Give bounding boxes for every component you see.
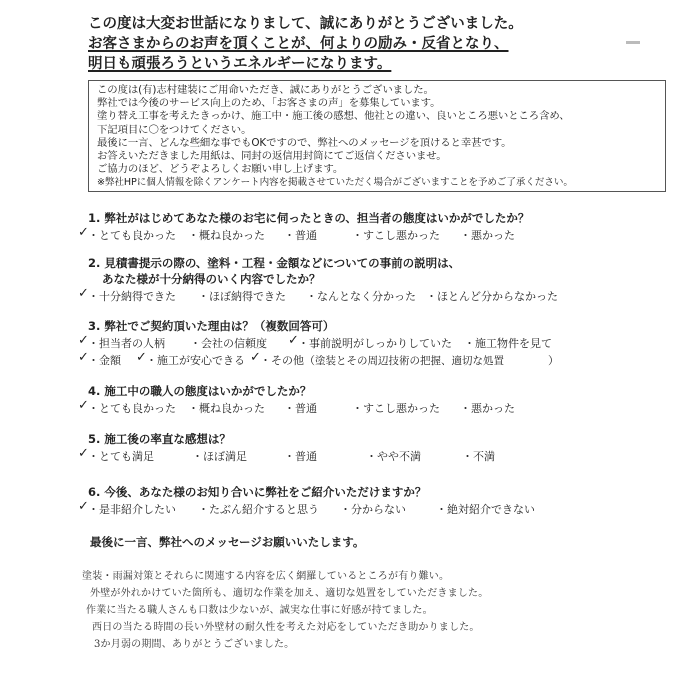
q3-option-company-trust[interactable]: ・会社の信頼度 — [190, 337, 267, 350]
intro-box — [88, 80, 666, 192]
q5-option-mostly-satisfied[interactable]: ・ほぼ満足 — [192, 450, 247, 463]
q3-other-answer: 塗装とその周辺技術の把握、適切な処置 — [315, 355, 504, 367]
thank-you-header — [88, 14, 648, 74]
question-2-title-line-2: あなた様が十分納得のいく内容でしたか？ — [102, 272, 321, 286]
check-mark-icon: ✓ — [250, 350, 261, 365]
header-line-3: 明日も頑張ろうというエネルギーになります。 — [88, 56, 392, 72]
intro-line: お答えいただきました用紙は、同封の返信用封筒にてご返信くださいませ。 — [97, 150, 447, 163]
question-1 — [78, 210, 668, 243]
question-6-title: 6. 今後、あなた様のお知り合いに弊社をご紹介いただけますか？ — [88, 485, 427, 499]
question-3-title: 3. 弊社でご契約頂いた理由は？（複数回答可） — [88, 319, 335, 333]
q4-option-very-good[interactable]: ✓ ・とても良かった — [78, 398, 176, 415]
question-4-options — [78, 398, 668, 416]
message-line: 塗装・雨漏対策とそれらに関連する内容を広く網羅しているところが有り難い。 — [82, 571, 450, 582]
check-mark-icon: ✓ — [78, 225, 89, 240]
check-mark-icon: ✓ — [78, 286, 89, 301]
q3-option-seen-property[interactable]: ・施工物件を見て — [464, 337, 552, 350]
q4-option-mostly-good[interactable]: ・概ね良かった — [188, 402, 265, 415]
q5-option-unsatisfied[interactable]: ・不満 — [462, 450, 495, 463]
intro-line: この度は(有)志村建装にご用命いただき、誠にありがとうございました。 — [97, 84, 434, 96]
intro-line-notice: ※弊社HPに個人情報を除くアンケート内容を掲載させていただく場合がございますことを予めご了承ください。 — [97, 177, 573, 189]
q2-option-mostly-understood[interactable]: ・ほぼ納得できた — [198, 290, 286, 303]
question-3 — [78, 318, 668, 368]
check-mark-icon: ✓ — [78, 398, 89, 413]
q2-option-somewhat-understood[interactable]: ・なんとなく分かった — [306, 290, 416, 303]
check-mark-icon: ✓ — [78, 333, 89, 348]
question-4 — [78, 383, 668, 416]
q3-option-other[interactable]: ✓ ・その他（塗装とその周辺技術の把握、適切な処置 — [250, 350, 504, 367]
q1-option-mostly-good[interactable]: ・概ね良かった — [188, 229, 265, 242]
header-line-2: お客さまからのお声を頂くことが、何よりの励み・反省となり、 — [88, 36, 509, 52]
q1-option-bad[interactable]: ・悪かった — [460, 229, 515, 242]
header-line-1: この度は大変お世話になりまして、誠にありがとうございました。 — [88, 16, 523, 32]
question-2 — [78, 255, 668, 304]
question-5-title: 5. 施工後の率直な感想は？ — [88, 432, 231, 446]
message-line: 外壁が外れかけていた箇所も、適切な作業を加え、適切な処置をしていただきました。 — [90, 588, 489, 599]
check-mark-icon: ✓ — [288, 333, 299, 348]
message-line: 作業に当たる職人さんも口数は少ないが、誠実な仕事に好感が持てました。 — [86, 605, 433, 616]
q2-option-barely-understood[interactable]: ・ほとんど分からなかった — [426, 290, 558, 303]
question-2-title-line-1: 2. 見積書提示の際の、塗料・工程・金額などについての事前の説明は、 — [88, 256, 461, 270]
question-2-options — [78, 286, 668, 304]
question-6 — [78, 484, 668, 517]
question-5 — [78, 431, 668, 464]
message-line: 西日の当たる時間の長い外壁材の耐久性を考えた対応をしていただき助かりました。 — [92, 622, 480, 633]
q5-option-normal[interactable]: ・普通 — [284, 450, 317, 463]
question-6-options — [78, 499, 668, 517]
intro-line: 下記項目に〇をつけてください。 — [97, 123, 252, 136]
q3-option-safe-construction[interactable]: ✓ ・施工が安心できる — [136, 350, 245, 367]
q6-option-definitely[interactable]: ✓ ・是非紹介したい — [78, 499, 176, 516]
q4-option-normal[interactable]: ・普通 — [284, 402, 317, 415]
q3-option-personality[interactable]: ✓ ・担当者の人柄 — [78, 333, 165, 350]
q2-option-fully-understood[interactable]: ✓ ・十分納得できた — [78, 286, 176, 303]
check-mark-icon: ✓ — [78, 446, 89, 461]
q6-option-probably[interactable]: ・たぶん紹介すると思う — [198, 503, 319, 516]
q4-option-bad[interactable]: ・悪かった — [460, 402, 515, 415]
check-mark-icon: ✓ — [78, 499, 89, 514]
q1-option-very-good[interactable]: ✓ ・とても良かった — [78, 225, 176, 242]
closing-message-title: 最後に一言、弊社へのメッセージお願いいたします。 — [90, 535, 365, 549]
q1-option-normal[interactable]: ・普通 — [284, 229, 317, 242]
q3-option-price[interactable]: ✓ ・金額 — [78, 350, 121, 367]
question-4-title: 4. 施工中の職人の態度はいかがでしたか？ — [88, 384, 312, 398]
intro-line: 最後に一言、どんな些細な事でもOKですので、弊社へのメッセージを頂けると幸甚です。 — [97, 136, 512, 149]
q6-option-dont-know[interactable]: ・分からない — [340, 503, 406, 516]
scan-mark — [626, 41, 640, 44]
message-line: 3か月弱の期間、ありがとうございました。 — [94, 639, 295, 650]
intro-line: 塗り替え工事を考えたきっかけ、施工中・施工後の感想、他社との違い、良いところ悪いところ含め、 — [97, 110, 570, 123]
question-1-title: 1. 弊社がはじめてあなた様のお宅に伺ったときの、担当者の態度はいかがでしたか？ — [88, 211, 530, 225]
q3-option-clear-explanation[interactable]: ✓ ・事前説明がしっかりしていた — [288, 333, 452, 350]
question-5-options — [78, 446, 668, 464]
q3-other-close-paren: ） — [548, 354, 559, 367]
handwritten-message — [82, 568, 642, 653]
intro-line: ご協力のほど、どうぞよろしくお願い申し上げます。 — [97, 163, 344, 176]
q1-option-slightly-bad[interactable]: ・すこし悪かった — [352, 229, 440, 242]
check-mark-icon: ✓ — [78, 350, 89, 365]
question-3-options-row-1 — [78, 333, 668, 351]
q5-option-very-satisfied[interactable]: ✓ ・とても満足 — [78, 446, 154, 463]
q6-option-never[interactable]: ・絶対紹介できない — [436, 503, 535, 516]
question-1-options — [78, 225, 668, 243]
question-3-options-row-2 — [78, 350, 668, 368]
intro-line: 弊社では今後のサービス向上のため、「お客さまの声」を募集しています。 — [97, 97, 441, 110]
check-mark-icon: ✓ — [136, 350, 147, 365]
q4-option-slightly-bad[interactable]: ・すこし悪かった — [352, 402, 440, 415]
q5-option-slightly-unsatisfied[interactable]: ・やや不満 — [366, 450, 421, 463]
